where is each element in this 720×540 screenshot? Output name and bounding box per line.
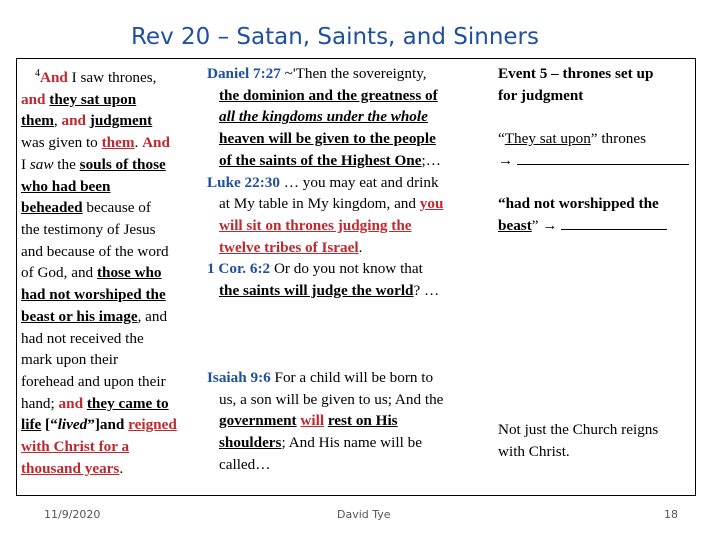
text: beast or his image bbox=[21, 307, 138, 325]
arrow-icon: → bbox=[498, 151, 514, 169]
text: heaven will be given to the people bbox=[219, 130, 436, 148]
verse-column bbox=[21, 63, 211, 479]
text: hand; bbox=[21, 394, 59, 412]
text: will sit on thrones judging the bbox=[219, 216, 412, 234]
reference-isaiah: Isaiah 9:6 bbox=[207, 368, 271, 386]
text: had not worshiped the bbox=[21, 286, 166, 304]
text: you bbox=[419, 195, 444, 213]
text: [“ bbox=[41, 416, 58, 434]
text: ; And His name will be bbox=[281, 433, 422, 451]
fill-in-blank bbox=[561, 215, 667, 230]
text: had not received the bbox=[21, 329, 144, 347]
text: judgment bbox=[89, 112, 153, 130]
text: ? … bbox=[413, 282, 440, 300]
text: saw bbox=[29, 155, 54, 173]
text: with Christ for a bbox=[21, 438, 130, 456]
text: “had not worshipped the bbox=[498, 195, 659, 213]
text: because of bbox=[82, 199, 151, 217]
reign-note bbox=[498, 419, 694, 462]
reference-luke: Luke 22:30 bbox=[207, 173, 280, 191]
text: , bbox=[53, 112, 62, 130]
text: . bbox=[119, 459, 124, 477]
text: ;… bbox=[421, 151, 441, 169]
text: . bbox=[134, 134, 143, 152]
reference-daniel: Daniel 7:27 bbox=[207, 65, 281, 82]
text: forehead and upon their bbox=[21, 372, 166, 390]
text: and bbox=[58, 394, 84, 412]
text: , and bbox=[137, 307, 168, 325]
text: souls of those bbox=[79, 155, 166, 173]
text: of the saints of the Highest One bbox=[219, 151, 422, 169]
event-subheading: for judgment bbox=[498, 86, 584, 104]
text: those who bbox=[96, 264, 162, 282]
text: ” → bbox=[531, 216, 558, 234]
text: us, a son will be given to us; And the bbox=[219, 390, 444, 408]
text: And bbox=[40, 69, 68, 87]
text: the dominion and the greatness of bbox=[219, 86, 438, 104]
text: I bbox=[21, 155, 30, 173]
text: and because of the word bbox=[21, 242, 169, 260]
text: who had been bbox=[21, 177, 111, 195]
footer-page-number: 18 bbox=[664, 508, 678, 521]
references-column bbox=[207, 63, 502, 475]
event-heading: Event 5 – thrones set up bbox=[498, 65, 654, 82]
text: twelve tribes of Israel bbox=[219, 238, 359, 256]
text: ”]and bbox=[87, 416, 129, 434]
footer-date: 11/9/2020 bbox=[44, 508, 101, 521]
text: beheaded bbox=[21, 199, 83, 217]
text: with Christ. bbox=[498, 442, 570, 460]
text: rest on His bbox=[327, 412, 398, 430]
text: beast bbox=[498, 216, 532, 234]
text: was given to bbox=[21, 134, 102, 152]
reference-corinthians: 1 Cor. 6:2 bbox=[207, 260, 271, 278]
notes-column bbox=[498, 63, 694, 460]
verse-number: 4 bbox=[35, 68, 40, 79]
text: them bbox=[101, 134, 135, 152]
text: lived bbox=[57, 416, 88, 434]
slide-title: Rev 20 – Satan, Saints, and Sinners bbox=[130, 24, 539, 50]
text: they came to bbox=[86, 394, 169, 412]
text: For a child will be born to bbox=[270, 368, 434, 386]
text: at My table in My kingdom, and bbox=[219, 195, 420, 213]
text: I saw thrones, bbox=[67, 69, 157, 87]
text: thousand years bbox=[21, 459, 120, 477]
text: the testimony of Jesus bbox=[21, 220, 156, 238]
text: ” thrones bbox=[590, 130, 647, 148]
text: … you may eat and drink bbox=[280, 173, 439, 191]
text: They sat upon bbox=[504, 130, 591, 148]
text: will bbox=[300, 412, 325, 430]
text: Not just the Church reigns bbox=[498, 421, 659, 438]
text: and bbox=[61, 112, 86, 130]
content-table bbox=[16, 58, 696, 496]
text: government bbox=[219, 412, 297, 430]
text: called… bbox=[219, 455, 271, 473]
text: the saints will judge the world bbox=[219, 282, 414, 300]
text: Or do you not know that bbox=[270, 260, 423, 278]
text: mark upon their bbox=[21, 351, 119, 369]
text: . bbox=[358, 238, 363, 256]
footer-author: David Tye bbox=[337, 508, 391, 521]
text: And bbox=[142, 134, 170, 152]
text: all the kingdoms under the whole bbox=[219, 108, 428, 126]
text: of God, and bbox=[21, 264, 97, 282]
text: life bbox=[21, 416, 42, 434]
text: the bbox=[53, 155, 80, 173]
text: reigned bbox=[128, 416, 177, 434]
text: and bbox=[21, 90, 46, 108]
text: ~'Then the sovereignty, bbox=[280, 65, 427, 82]
text: they sat upon bbox=[49, 90, 137, 108]
fill-in-blank bbox=[517, 150, 689, 165]
text: “ bbox=[498, 130, 505, 148]
text: them bbox=[21, 112, 54, 130]
text: shoulders bbox=[219, 433, 282, 451]
